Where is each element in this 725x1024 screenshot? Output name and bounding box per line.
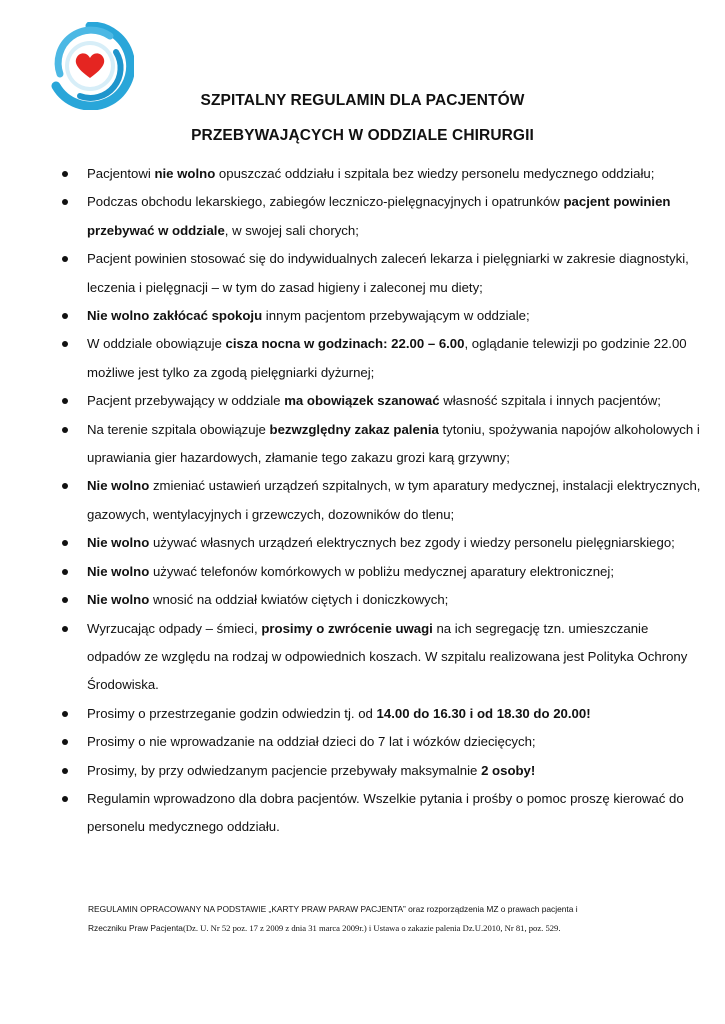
regulation-item bbox=[62, 529, 702, 557]
regulation-text: W oddziale obowiązuje bbox=[87, 336, 226, 352]
document-title-line-1: SZPITALNY REGULAMIN DLA PACJENTÓW bbox=[200, 92, 525, 109]
bullet-icon bbox=[62, 199, 68, 205]
regulation-text: Pacjent przebywający w oddziale bbox=[87, 393, 285, 409]
regulation-emphasis: nie wolno bbox=[154, 166, 216, 181]
regulation-text: Prosimy, by przy odwiedzanym pacjencie przebywały maksymalnie bbox=[87, 762, 482, 778]
regulation-text: używać telefonów komórkowych w pobliżu medycznej aparatury elektronicznej; bbox=[149, 563, 614, 579]
bullet-icon bbox=[62, 739, 68, 745]
regulation-item bbox=[62, 330, 702, 387]
bullet-icon bbox=[62, 768, 68, 774]
footer-source-continued: Rzeczniku Praw Pacjenta bbox=[88, 923, 183, 933]
regulation-emphasis: Nie wolno bbox=[87, 592, 150, 608]
bullet-icon bbox=[62, 569, 68, 575]
bullet-icon bbox=[62, 313, 68, 319]
regulation-item bbox=[62, 245, 702, 302]
regulation-text: innym pacjentom przebywającym w oddziale; bbox=[262, 308, 530, 324]
regulation-emphasis: Nie wolno bbox=[87, 535, 150, 551]
regulation-text: , oglądanie telewizji po godzinie 22.00 możliwe jest tylko za zgodą pielęgniarki dyżurnej; bbox=[87, 336, 687, 380]
regulation-text: Na terenie szpitala obowiązuje bbox=[87, 421, 270, 437]
bullet-icon bbox=[62, 796, 68, 802]
regulation-emphasis: ma obowiązek szanować bbox=[284, 393, 440, 409]
bullet-icon bbox=[62, 711, 68, 717]
bullet-icon bbox=[62, 626, 68, 632]
bullet-icon bbox=[62, 540, 68, 546]
regulation-text: , w swojej sali chorych; bbox=[224, 222, 359, 238]
regulation-item bbox=[62, 387, 702, 415]
regulation-emphasis: 14.00 do 16.30 i od 18.30 do 20.00! bbox=[376, 705, 591, 721]
regulation-item bbox=[62, 160, 702, 188]
regulation-text: tytoniu, spożywania napojów alkoholowych i uprawiania gier hazardowych, złamanie tego zakazu grozi karą grzywny; bbox=[87, 421, 700, 466]
regulation-text: na ich segregację tzn. umieszczanie odpadów ze względu na rodzaj w odpowiednich koszach. W szpitalu realizowana jest Polityka Ochrony Środowiska. bbox=[87, 620, 688, 693]
regulation-item bbox=[62, 558, 702, 586]
bullet-icon bbox=[62, 597, 68, 603]
regulation-item bbox=[62, 615, 702, 700]
regulation-emphasis: 2 osoby! bbox=[481, 762, 536, 778]
bullet-icon bbox=[62, 427, 68, 433]
regulation-item bbox=[62, 757, 702, 785]
footer-source-text: REGULAMIN OPRACOWANY NA PODSTAWIE „KARTY PRAW PARAW PACJENTA” oraz rozporządzenia MZ o prawach pacjenta i bbox=[88, 904, 578, 914]
regulation-text: Pacjentowi bbox=[87, 166, 155, 181]
footer-note bbox=[88, 900, 708, 938]
regulation-item bbox=[62, 586, 702, 614]
regulation-item bbox=[62, 728, 702, 756]
regulation-text: Prosimy o nie wprowadzanie na oddział dzieci do 7 lat i wózków dziecięcych; bbox=[87, 734, 536, 750]
regulation-emphasis: bezwzględny zakaz palenia bbox=[269, 421, 439, 437]
regulation-text: zmieniać ustawień urządzeń szpitalnych, w tym aparatury medycznej, instalacji elektrycznych, gazowych, wentylacyjnych i grzewczych, dozowników do tlenu; bbox=[87, 478, 701, 522]
regulation-emphasis: Nie wolno bbox=[87, 478, 150, 494]
document-title-line-2: PRZEBYWAJĄCYCH W ODDZIALE CHIRURGII bbox=[191, 127, 534, 144]
regulation-emphasis: pacjent powinien przebywać w oddziale bbox=[87, 194, 671, 238]
regulation-text: własność szpitala i innych pacjentów; bbox=[439, 393, 661, 409]
regulation-emphasis: cisza nocna w godzinach: 22.00 – 6.00 bbox=[225, 336, 465, 352]
regulation-text: Prosimy o przestrzeganie godzin odwiedzin tj. od bbox=[87, 705, 377, 721]
regulation-item bbox=[62, 700, 702, 728]
regulation-text: używać własnych urządzeń elektrycznych bez zgody i wiedzy personelu pielęgniarskiego; bbox=[149, 535, 675, 551]
regulation-text: Regulamin wprowadzono dla dobra pacjentów. Wszelkie pytania i prośby o pomoc proszę kierować do personelu medycznego oddziału. bbox=[87, 790, 684, 835]
regulation-emphasis: Nie wolno bbox=[87, 563, 150, 579]
regulation-text: opuszczać oddziału i szpitala bez wiedzy personelu medycznego oddziału; bbox=[215, 166, 655, 181]
regulation-item bbox=[62, 785, 702, 842]
regulation-emphasis: prosimy o zwrócenie uwagi bbox=[261, 620, 433, 636]
regulation-text: Wyrzucając odpady – śmieci, bbox=[87, 620, 262, 636]
regulation-item bbox=[62, 188, 702, 245]
bullet-icon bbox=[62, 171, 68, 177]
regulation-text: Pacjent powinien stosować się do indywidualnych zaleceń lekarza i pielęgniarki w zakresie diagnostyki, leczenia i pielęgnacji – w tym do zasad higieny i zaleconej mu diety; bbox=[87, 251, 689, 295]
footer-legal-references: (Dz. U. Nr 52 poz. 17 z 2009 z dnia 31 marca 2009r.) i Ustawa o zakazie palenia Dz.U.2010, Nr 81, poz. 529. bbox=[182, 923, 561, 933]
bullet-icon bbox=[62, 256, 68, 262]
regulation-text: Podczas obchodu lekarskiego, zabiegów leczniczo-pielęgnacyjnych i opatrunków bbox=[87, 194, 564, 210]
regulation-item bbox=[62, 472, 702, 529]
bullet-icon bbox=[62, 483, 68, 489]
regulation-list bbox=[62, 160, 702, 842]
regulation-item bbox=[62, 416, 702, 473]
bullet-icon bbox=[62, 398, 68, 404]
bullet-icon bbox=[62, 341, 68, 347]
regulation-emphasis: Nie wolno zakłócać spokoju bbox=[87, 308, 263, 324]
regulation-text: wnosić na oddział kwiatów ciętych i doniczkowych; bbox=[149, 592, 449, 608]
regulation-item bbox=[62, 302, 702, 330]
